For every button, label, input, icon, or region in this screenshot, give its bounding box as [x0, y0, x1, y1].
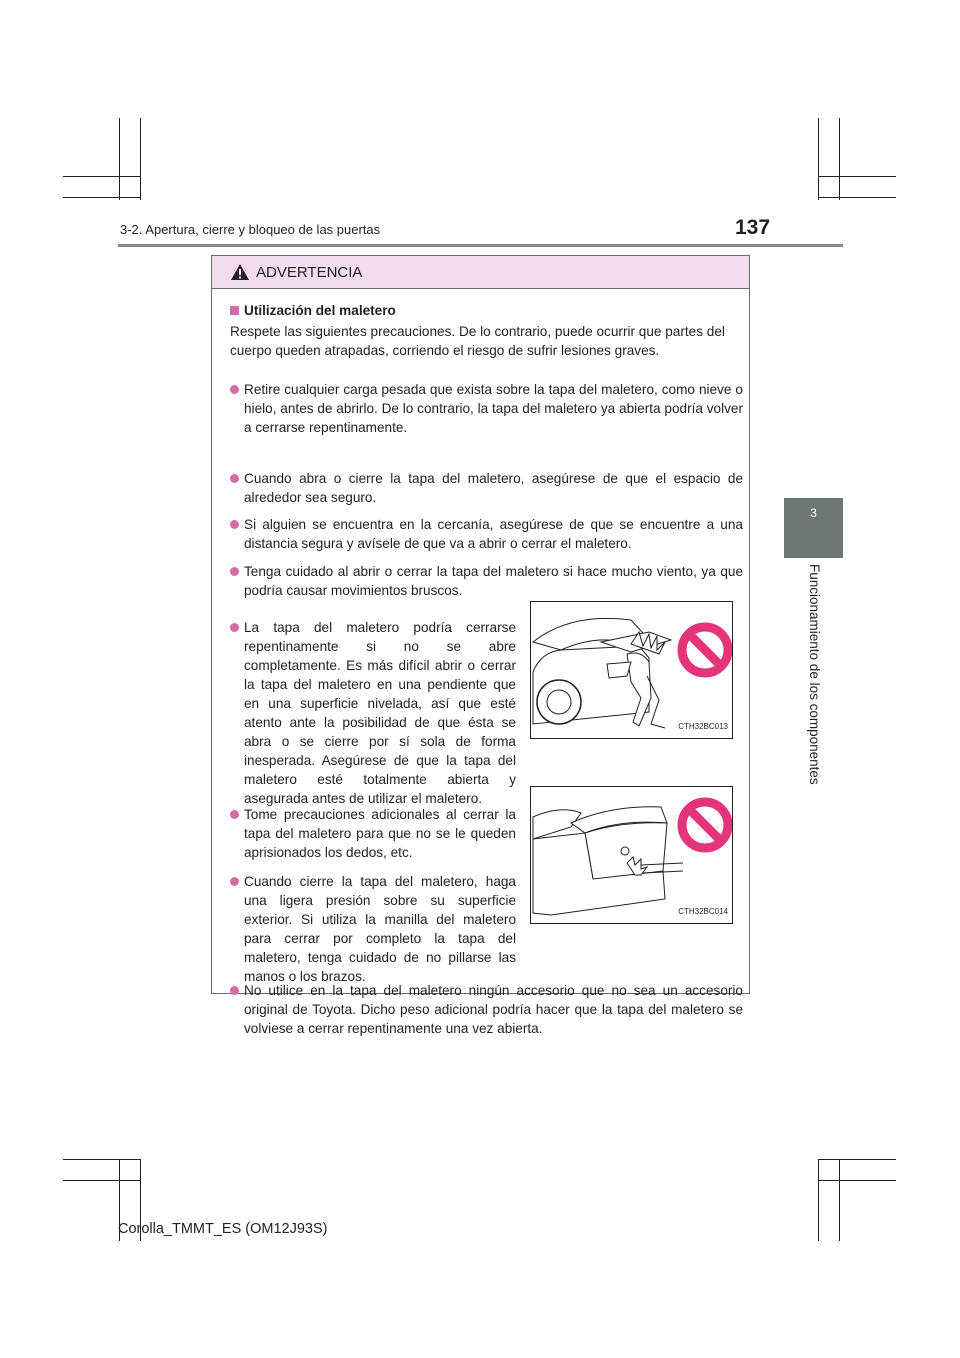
warning-section-title: Utilización del maletero	[230, 301, 396, 320]
page-number: 137	[735, 216, 771, 239]
illustration-trunk-lid-closing	[530, 601, 733, 739]
list-item: Si alguien se encuentra en la cercanía, asegúrese de que se encuentre a una distancia segura y avísele de que va a abrir o cerrar el maletero.	[244, 517, 743, 551]
warning-header	[212, 256, 749, 289]
warning-triangle-icon	[230, 263, 250, 281]
list-item: Cuando cierre la tapa del maletero, haga una ligera presión sobre su superficie exterior. Si utiliza la manilla del maletero para cerrar por completo la tapa del maletero, tenga cuidado de no pillarse las manos o los brazos.	[244, 874, 516, 984]
header-rule	[118, 244, 843, 247]
illustration-trunk-lid-pressing	[530, 786, 733, 924]
warning-box	[211, 255, 750, 1036]
list-item: Tenga cuidado al abrir o cerrar la tapa del maletero si hace mucho viento, ya que podría causar movimientos bruscos.	[244, 564, 743, 598]
warning-title: ADVERTENCIA	[256, 263, 363, 281]
footer-text: Corolla_TMMT_ES (OM12J93S)	[118, 1221, 328, 1237]
figure-code: CTH32BC013	[678, 722, 728, 731]
list-item: La tapa del maletero podría cerrarse repentinamente si no se abre completamente. Es más difícil abrir o cerrar la tapa del maletero en una pendiente que en una superficie nivelada, así que esté atento ante la posibilidad de que ésta se abra o se cierre por sí sola de forma inesperada. Asegúrese de que la tapa del maletero esté totalmente abierta y asegurada antes de utilizar el maletero.	[244, 620, 516, 806]
list-item: Retire cualquier carga pesada que exista sobre la tapa del maletero, como nieve o hielo, antes de abrirlo. De lo contrario, la tapa del maletero ya abierta podría volver a cerrarse repentinamente.	[244, 382, 743, 435]
chapter-number: 3	[810, 506, 817, 520]
chapter-tab	[784, 498, 843, 558]
chapter-title: Funcionamiento de los componentes	[807, 564, 822, 785]
list-item: No utilice en la tapa del maletero ningún accesorio que no sea un accesorio original de Toyota. Dicho peso adicional podría hacer que la tapa del maletero se volviese a cerrar repentinamente una vez abierta.	[244, 983, 743, 1036]
list-item: Cuando abra o cierre la tapa del maletero, asegúrese de que el espacio de alrededor sea seguro.	[244, 471, 743, 505]
section-title: 3-2. Apertura, cierre y bloqueo de las puertas	[120, 222, 381, 237]
figure-code: CTH32BC014	[678, 907, 728, 916]
list-item: Tome precauciones adicionales al cerrar la tapa del maletero para que no se le queden aprisionados los dedos, etc.	[244, 807, 516, 860]
square-bullet-icon	[230, 306, 239, 315]
warning-intro: Respete las siguientes precauciones. De lo contrario, puede ocurrir que partes del cuerpo queden atrapadas, corriendo el riesgo de sufrir lesiones graves.	[230, 324, 725, 358]
